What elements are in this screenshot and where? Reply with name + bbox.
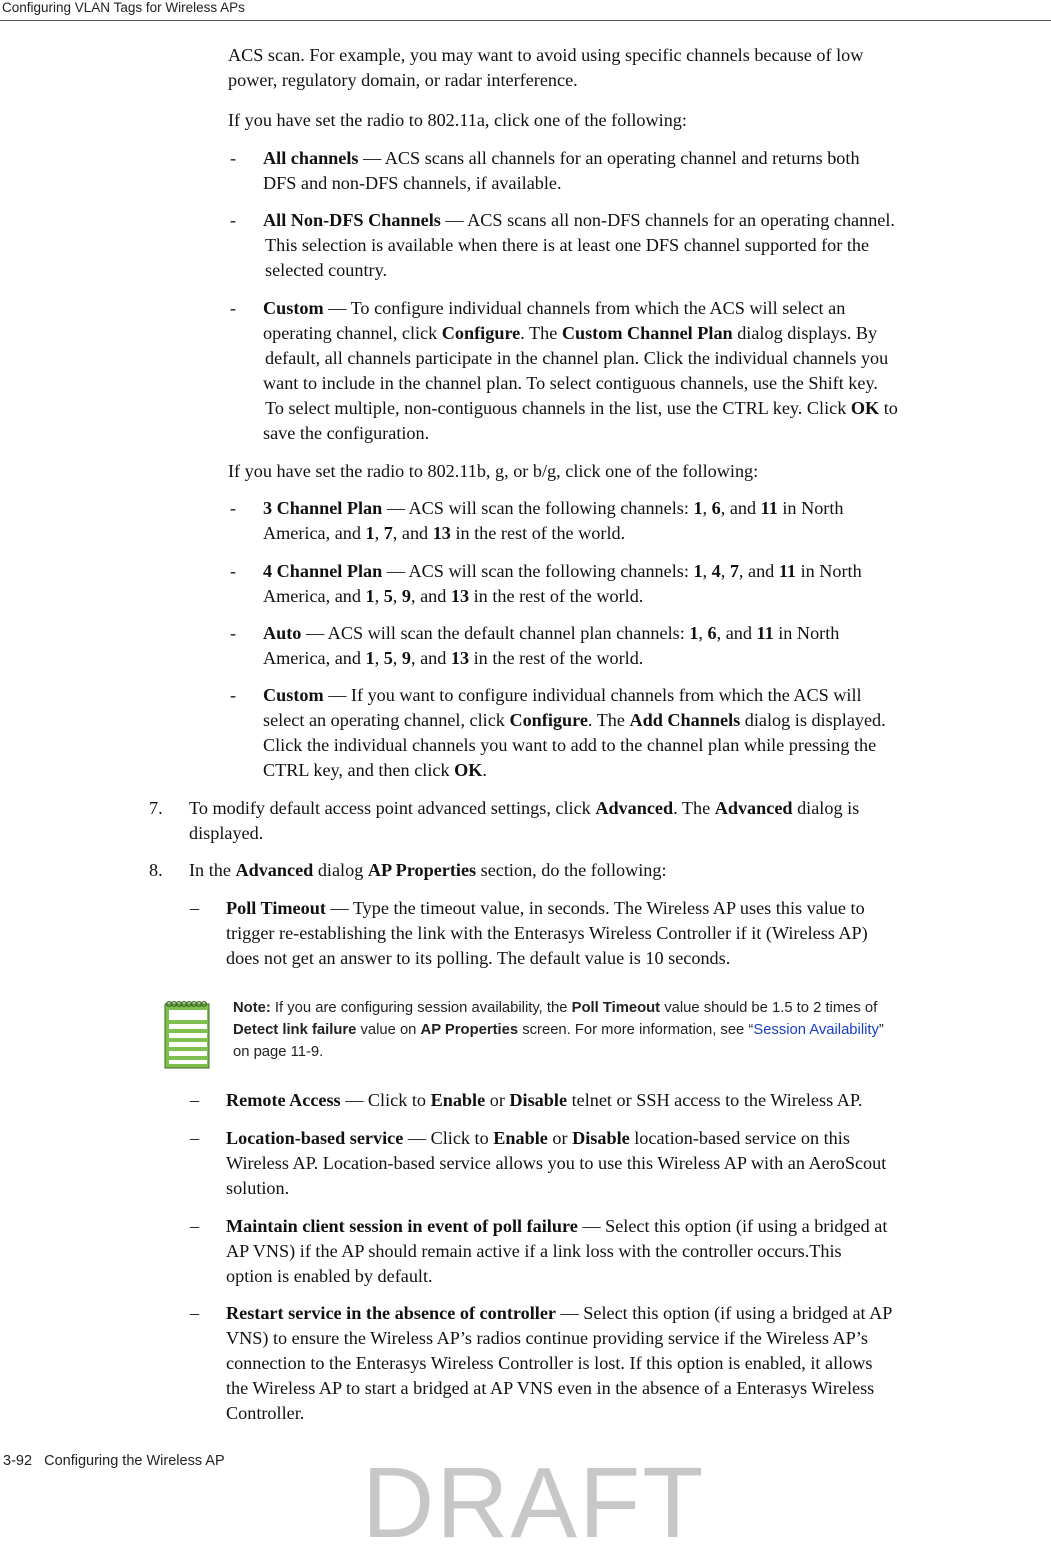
term: Remote Access	[226, 1090, 341, 1110]
page-footer	[3, 1453, 225, 1469]
list-item-all-channels: All channels — ACS scans all channels for an operating channel and returns both	[263, 148, 860, 168]
list-dash: -	[230, 623, 237, 643]
step-8: In the Advanced dialog AP Properties section, do the following:	[189, 860, 667, 880]
term: 3 Channel Plan	[263, 498, 383, 518]
list-item-non-dfs: All Non-DFS Channels — ACS scans all non-DFS channels for an operating channel.	[263, 210, 895, 230]
term: Custom	[263, 685, 324, 705]
step-number: 8.	[149, 860, 163, 880]
list-item-line: AP VNS) if the AP should remain active if a link loss with the controller occurs.This	[226, 1241, 842, 1261]
list-item-line: To select multiple, non-contiguous channels in the list, use the CTRL key. Click OK to	[265, 398, 898, 418]
list-dash: –	[190, 1216, 200, 1236]
list-item-line: default, all channels participate in the channel plan. Click the individual channels you	[265, 348, 889, 368]
running-header	[0, 0, 1051, 21]
list-item-line: America, and 1, 5, 9, and 13 in the rest of the world.	[263, 586, 644, 606]
list-item-custom-a: Custom — To configure individual channels from which the ACS will select an	[263, 298, 846, 318]
list-item-line: VNS) to ensure the Wireless AP’s radios continue providing service if the Wireless AP’s	[226, 1328, 868, 1348]
list-item-line: Click the individual channels you want to add to the channel plan while pressing the	[263, 735, 877, 755]
list-item-line: connection to the Enterasys Wireless Controller is lost. If this option is enabled, it allows	[226, 1353, 873, 1373]
step-line: displayed.	[189, 823, 264, 843]
list-item-line: the Wireless AP to start a bridged at AP VNS even in the absence of a Enterasys Wireless	[226, 1378, 875, 1398]
list-item-line: save the configuration.	[263, 423, 430, 443]
list-item-auto: Auto — ACS will scan the default channel plan channels: 1, 6, and 11 in North	[263, 623, 840, 643]
list-dash: –	[190, 1303, 200, 1323]
list-dash: -	[230, 210, 237, 230]
term: Restart service in the absence of controller	[226, 1303, 556, 1323]
list-item-line: Controller.	[226, 1403, 305, 1423]
list-item-custom-bg: Custom — If you want to configure individual channels from which the ACS will	[263, 685, 862, 705]
note-pad-icon	[163, 998, 211, 1070]
list-item-remote-access: Remote Access — Click to Enable or Disable telnet or SSH access to the Wireless AP.	[226, 1090, 863, 1110]
list-item-3-channel-plan: 3 Channel Plan — ACS will scan the following channels: 1, 6, and 11 in North	[263, 498, 844, 518]
list-item-line: DFS and non-DFS channels, if available.	[263, 173, 562, 193]
note-box	[233, 997, 1051, 1063]
list-item-line: America, and 1, 5, 9, and 13 in the rest of the world.	[263, 648, 644, 668]
list-dash: -	[230, 685, 237, 705]
list-item-line: select an operating channel, click Configure. The Add Channels dialog is displayed.	[263, 710, 886, 730]
term: All Non-DFS Channels	[263, 210, 441, 230]
list-item-line: This selection is available when there is at least one DFS channel supported for the	[265, 235, 870, 255]
radio-a-intro: If you have set the radio to 802.11a, click one of the following:	[228, 110, 687, 130]
footer-title: Configuring the Wireless AP	[44, 1453, 225, 1469]
term: Maintain client session in event of poll failure	[226, 1216, 578, 1236]
list-dash: -	[230, 298, 237, 318]
page-number: 3-92	[3, 1453, 33, 1469]
note-line: Note: If you are configuring session availability, the Poll Timeout value should be 1.5 to 2 times of	[233, 1000, 878, 1016]
term: Location-based service	[226, 1128, 404, 1148]
term: Auto	[263, 623, 302, 643]
note-line: Detect link failure value on AP Properties screen. For more information, see “Session Availability”	[233, 1022, 884, 1038]
list-item-line: CTRL key, and then click OK.	[263, 760, 487, 780]
draft-watermark: DRAFT	[362, 1447, 706, 1559]
list-dash: –	[190, 1090, 200, 1110]
term: Poll Timeout	[226, 898, 326, 918]
session-availability-link[interactable]: Session Availability	[753, 1022, 879, 1038]
list-item-line: does not get an answer to its polling. The default value is 10 seconds.	[226, 948, 731, 968]
note-line: on page 11-9.	[233, 1044, 324, 1060]
list-item-line: option is enabled by default.	[226, 1266, 433, 1286]
list-item-line: selected country.	[265, 260, 388, 280]
list-item-restart-service: Restart service in the absence of controller — Select this option (if using a bridged at AP	[226, 1303, 893, 1323]
intro-line: ACS scan. For example, you may want to avoid using specific channels because of low	[228, 45, 864, 65]
list-dash: -	[230, 498, 237, 518]
list-item-line: want to include in the channel plan. To select contiguous channels, use the Shift key.	[263, 373, 878, 393]
list-item-line: solution.	[226, 1178, 290, 1198]
list-item-maintain-session: Maintain client session in event of poll failure — Select this option (if using a bridged at	[226, 1216, 888, 1236]
list-item-line: trigger re-establishing the link with the Enterasys Wireless Controller if it (Wireless AP)	[226, 923, 868, 943]
list-dash: –	[190, 1128, 200, 1148]
term: 4 Channel Plan	[263, 561, 383, 581]
step-7: To modify default access point advanced settings, click Advanced. The Advanced dialog is	[189, 798, 860, 818]
term: Custom	[263, 298, 324, 318]
list-dash: –	[190, 898, 200, 918]
header-title: Configuring VLAN Tags for Wireless APs	[2, 0, 245, 15]
step-number: 7.	[149, 798, 163, 818]
radio-bg-intro: If you have set the radio to 802.11b, g, or b/g, click one of the following:	[228, 461, 759, 481]
term: All channels	[263, 148, 359, 168]
list-item-line: Wireless AP. Location-based service allows you to use this Wireless AP with an AeroScout	[226, 1153, 887, 1173]
list-item-location-service: Location-based service — Click to Enable or Disable location-based service on this	[226, 1128, 850, 1148]
list-item-poll-timeout: Poll Timeout — Type the timeout value, in seconds. The Wireless AP uses this value to	[226, 898, 865, 918]
list-dash: -	[230, 561, 237, 581]
list-dash: -	[230, 148, 237, 168]
list-item-line: America, and 1, 7, and 13 in the rest of the world.	[263, 523, 626, 543]
list-item-line: operating channel, click Configure. The Custom Channel Plan dialog displays. By	[263, 323, 878, 343]
note-label: Note:	[233, 1000, 271, 1016]
list-item-4-channel-plan: 4 Channel Plan — ACS will scan the following channels: 1, 4, 7, and 11 in North	[263, 561, 862, 581]
intro-line: power, regulatory domain, or radar interference.	[228, 70, 578, 90]
